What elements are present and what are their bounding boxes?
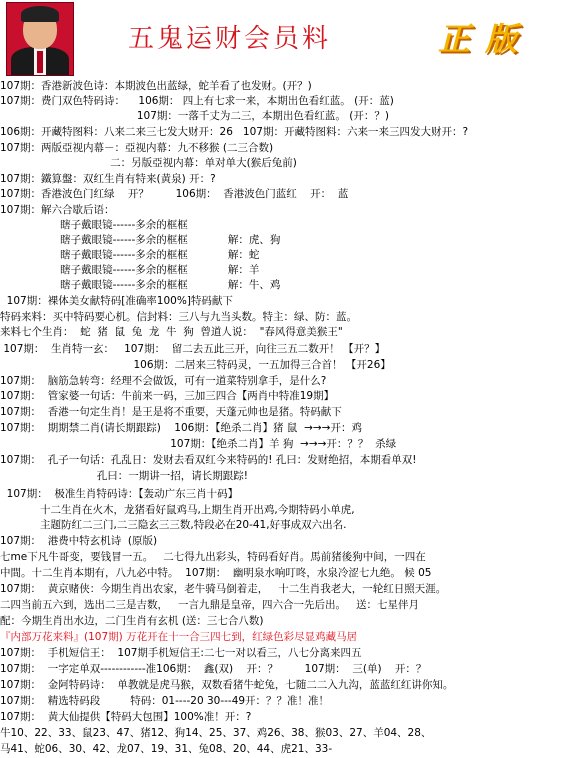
line-21: 107期： 管家婆一句话：牛前来一码，三加三四合【两肖中特准19期】 [0,390,335,402]
line-03: 107期：一落千丈为二三，本期出色看红蓝。 (开：？) [0,110,389,122]
line-16: 特码来料：买中特码要心机。信封料：三八与九当头数。特主：绿、防：蓝。 [0,311,357,323]
line-30: 107期： 港费中特玄机诗 (原版) [0,535,158,547]
portrait-hair [21,6,59,22]
line-09: 107期：解六合歇后语： [0,204,115,216]
line-23: 107期： 期期禁二肖(请长期跟踪) 106期：【绝杀二肖】猪 鼠 →→→开：鸡 [0,422,362,434]
line-11: 瞎子戴眼镜------多余的框框 解：虎、狗 [0,234,281,246]
line-35: 配：今期生肖出水边，二门生肖有玄机 (送：三七合八数) [0,615,264,627]
line-10: 瞎子戴眼镜------多余的框框 [0,219,188,231]
line-12: 瞎子戴眼镜------多余的框框 解：蛇 [0,249,260,261]
portrait-tie [37,51,43,73]
line-32: 中間。十二生肖本期有，八九必中特。 107期： 幽明泉水响叮咚，水泉冷涩七九绝。 候 05 [0,567,432,579]
line-26: 孔曰：一期讲一招，请长期跟踪! [0,470,249,482]
line-05: 107期：两版亞视内幕－：亞视内幕：九不移猴 (二三合数) [0,142,274,154]
line-39: 107期： 金阿特码诗： 单教就是虎马猴，双数看猪牛蛇兔，七随二二入九沟，蓝蓝红红讲你知。 [0,679,454,691]
line-42: 牛10、22、33、鼠23、47、猪12、狗14、25、37、鸡26、38、猴03、27、羊04、28、 [0,727,432,739]
line-15: 107期：裸体美女献特码[准确率100%]特码献下 [0,295,233,307]
line-17: 来料七个生肖： 蛇 猪 鼠 兔 龙 牛 狗 曾道人说： "春风得意美猴王" [0,326,343,338]
page-header [0,0,575,78]
line-13: 瞎子戴眼镜------多余的框框 解：羊 [0,264,260,276]
line-36: 『内部万花来料』(107期) 万花开在十一合三四七到，红绿色彩尽显鸡藏马居 [0,631,358,643]
line-02: 107期：费门双色特码诗： 106期： 四上有七求一来，本期出色看红蓝。 (开：蓝) [0,95,394,107]
line-01: 107期：香港新波色诗：本期波色出蓝绿，蛇羊看了也发财。(开？) [0,80,312,92]
line-24: 107期：【绝杀二肖】羊 狗 →→→开：？？ 杀绿 [0,438,397,450]
line-37: 107期： 手机短信王： 107期手机短信王:二七一对以看三，八七分离来四五 [0,647,362,659]
line-38: 107期： 一字定单双------------准106期： 鑫(双) 开：？ 107期： 三(单) 开：？ [0,663,427,675]
line-34: 二四当前五六到，选出二三是吉数， 一言九鼎是皇帝，四六合一先后出。 送：七星伴月 [0,599,420,611]
line-06: 二：另版亞视内幕：单对单大(猴后兔前) [0,157,297,169]
line-07: 107期：鐵算盤：双红生肖有特来(黄泉) 开：? [0,173,216,185]
page-title: 五鬼运财会员料 [128,24,332,54]
line-40: 107期： 精选特码段 特码：01----20 30---49开：？？准！准！ [0,695,330,707]
line-14: 瞎子戴眼镜------多余的框框 解：牛、鸡 [0,279,281,291]
portrait-photo [6,2,74,76]
authentic-stamp: 正 版 [438,20,520,58]
line-19: 106期：二居来三特码灵，一五加得三合首！ 【开26】 [0,359,391,371]
line-18: 107期： 生肖特一玄： 107期： 留二去五此三开，向往三五二数开！ 【开？】 [0,343,386,355]
line-31: 七me下凡牛哥变，要钱冒一五。 二七得九出彩头，特码看好肖。馬前猪後狗中间，一四在 [0,551,426,563]
line-29: 主题防红二三门,二三隐玄三三数,特段必在20-41,好事成双六出名. [0,519,347,531]
line-43: 马41、蛇06、30、42、龙07、19、31、兔08、20、44、虎21、33- [0,743,333,755]
line-28: 十二生肖在火木，龙猪看好鼠鸡马,上期生肖开出鸡,今期特码小单虎, [0,504,355,516]
line-22: 107期： 香港一句定生肖！是王是将不重要，天蓬元帅也是猪。特码献下 [0,406,342,418]
line-20: 107期： 脑筋急转弯：经理不会做饭，可有一道菜特别拿手，是什么? [0,375,327,387]
line-27: 107期： 极准生肖特码诗：【轰动广东三肖十码】 [0,488,239,500]
line-25: 107期： 孔子一句话：孔乱日：发财去看双红今来特码的! 孔曰：发财绝招，本期看单双! [0,454,417,466]
line-33: 107期： 黄京赌侠：今期生肖出农家，老牛骑马倒着走， 十二生肖我老大，一轮红日照天涯。 [0,583,447,595]
line-04: 106期：开藏特图料：八来二来三七发大财开：26 107期：开藏特图料：六来一来三四发大财开：? [0,126,469,138]
line-08: 107期：香港波色门红绿 开？ 106期： 香港波色门蓝红 开： 蓝 [0,188,349,200]
line-41: 107期： 黄大仙提供【特码大包围】100%准！开：? [0,711,252,723]
